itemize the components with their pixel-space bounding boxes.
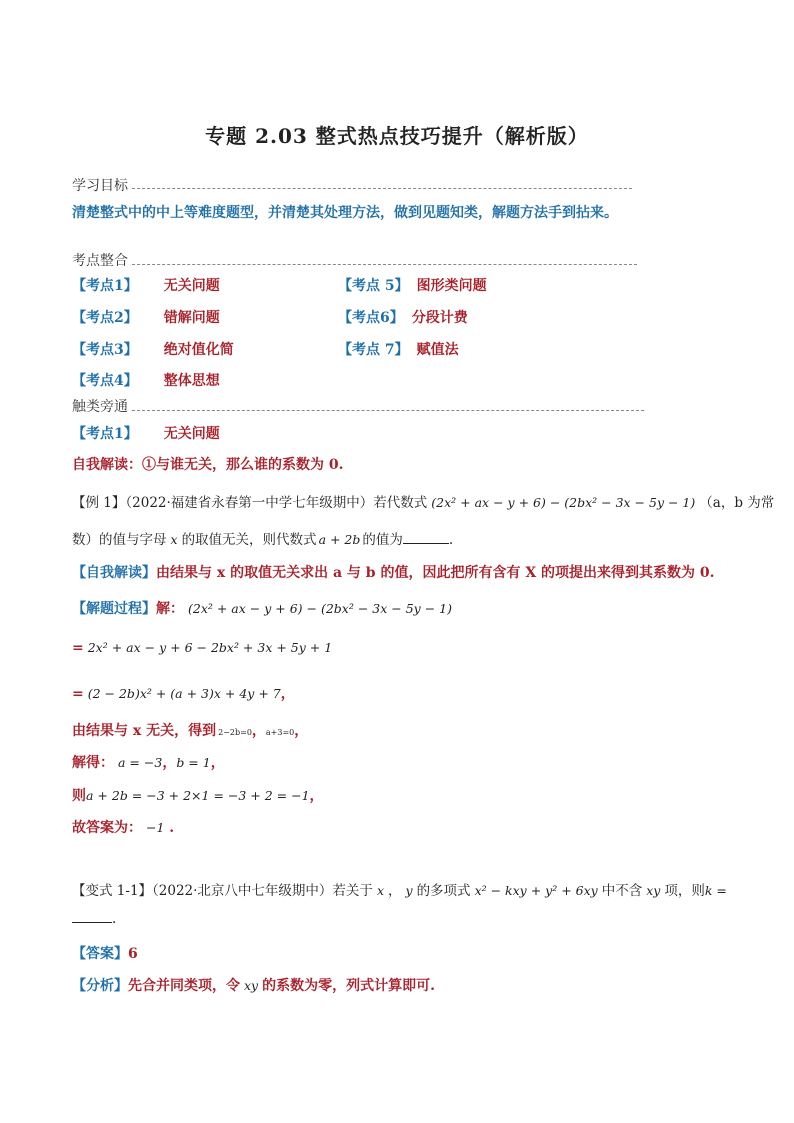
section-heading-kaodian: 考点整合 bbox=[72, 253, 128, 269]
analysis-line: 【分析】先合并同类项，令 xy 的系数为零，列式计算即可. bbox=[72, 978, 435, 994]
kaodian-item: 【考点2】 错解问题 bbox=[72, 310, 220, 326]
kaodian-item: 【考点3】 绝对值化简 bbox=[72, 342, 234, 358]
variant-1-1-line-1: 【变式 1-1】（2022·北京八中七年级期中）若关于 x ， y 的多项式 x² − kxy + y² + 6xy 中不含 xy 项，则k = bbox=[72, 883, 727, 899]
kaodian-item: 【考点 5】 图形类问题 bbox=[338, 278, 487, 294]
process-line-2: = 2x² + ax − y + 6 − 2bx² + 3x + 5y + 1 bbox=[72, 640, 333, 656]
kaodian-item: 【考点1】 无关问题 bbox=[72, 278, 220, 294]
kaodian-item: 【考点4】 整体思想 bbox=[72, 373, 220, 389]
dotted-divider bbox=[132, 188, 632, 189]
process-line-1: 【解题过程】解： (2x² + ax − y + 6) − (2bx² − 3x − 5y − 1) bbox=[72, 601, 452, 617]
variant-1-1-line-2: . bbox=[72, 910, 116, 927]
answer-blank bbox=[72, 910, 112, 923]
kaodian-item: 【考点 7】 赋值法 bbox=[338, 342, 459, 358]
process-line-4: 由结果与 x 无关，得到 2−2b=0，a+3=0， bbox=[72, 723, 309, 739]
kaodian-item: 【考点6】 分段计费 bbox=[338, 310, 468, 326]
dotted-divider bbox=[132, 264, 637, 265]
answer-line: 【答案】6 bbox=[72, 946, 138, 962]
dotted-divider bbox=[132, 410, 644, 411]
process-line-3: = (2 − 2b)x² + (a + 3)x + 4y + 7， bbox=[72, 686, 295, 702]
chulei-kaodian: 【考点1】 无关问题 bbox=[72, 426, 220, 442]
process-answer: 故答案为： −1 . bbox=[72, 820, 175, 836]
page-title: 专题 2.03 整式热点技巧提升（解析版） bbox=[205, 124, 589, 148]
self-read-2: 【自我解读】由结果与 x 的取值无关求出 a 与 b 的值，因此把所有含有 X 的项提出来得到其系数为 0. bbox=[72, 565, 715, 581]
process-line-6: 则a + 2b = −3 + 2×1 = −3 + 2 = −1， bbox=[72, 788, 324, 804]
section-heading-goals: 学习目标 bbox=[72, 178, 128, 194]
example-1-line-2: 数）的值与字母 x 的取值无关，则代数式 a + 2b 的值为 . bbox=[72, 532, 454, 548]
example-1-line-1: 【例 1】（2022·福建省永春第一中学七年级期中）若代数式 (2x² + ax − y + 6) − (2bx² − 3x − 5y − 1) （a，b 为常 bbox=[72, 495, 775, 511]
process-line-5: 解得： a = −3，b = 1， bbox=[72, 755, 225, 771]
section-heading-chulei: 触类旁通 bbox=[72, 399, 128, 415]
self-read-note: 自我解读：①与谁无关，那么谁的系数为 0. bbox=[72, 457, 344, 473]
answer-blank bbox=[403, 531, 449, 544]
goals-text: 清楚整式中的中上等难度题型，并清楚其处理方法，做到见题知类，解题方法手到拈来。 bbox=[72, 205, 618, 221]
